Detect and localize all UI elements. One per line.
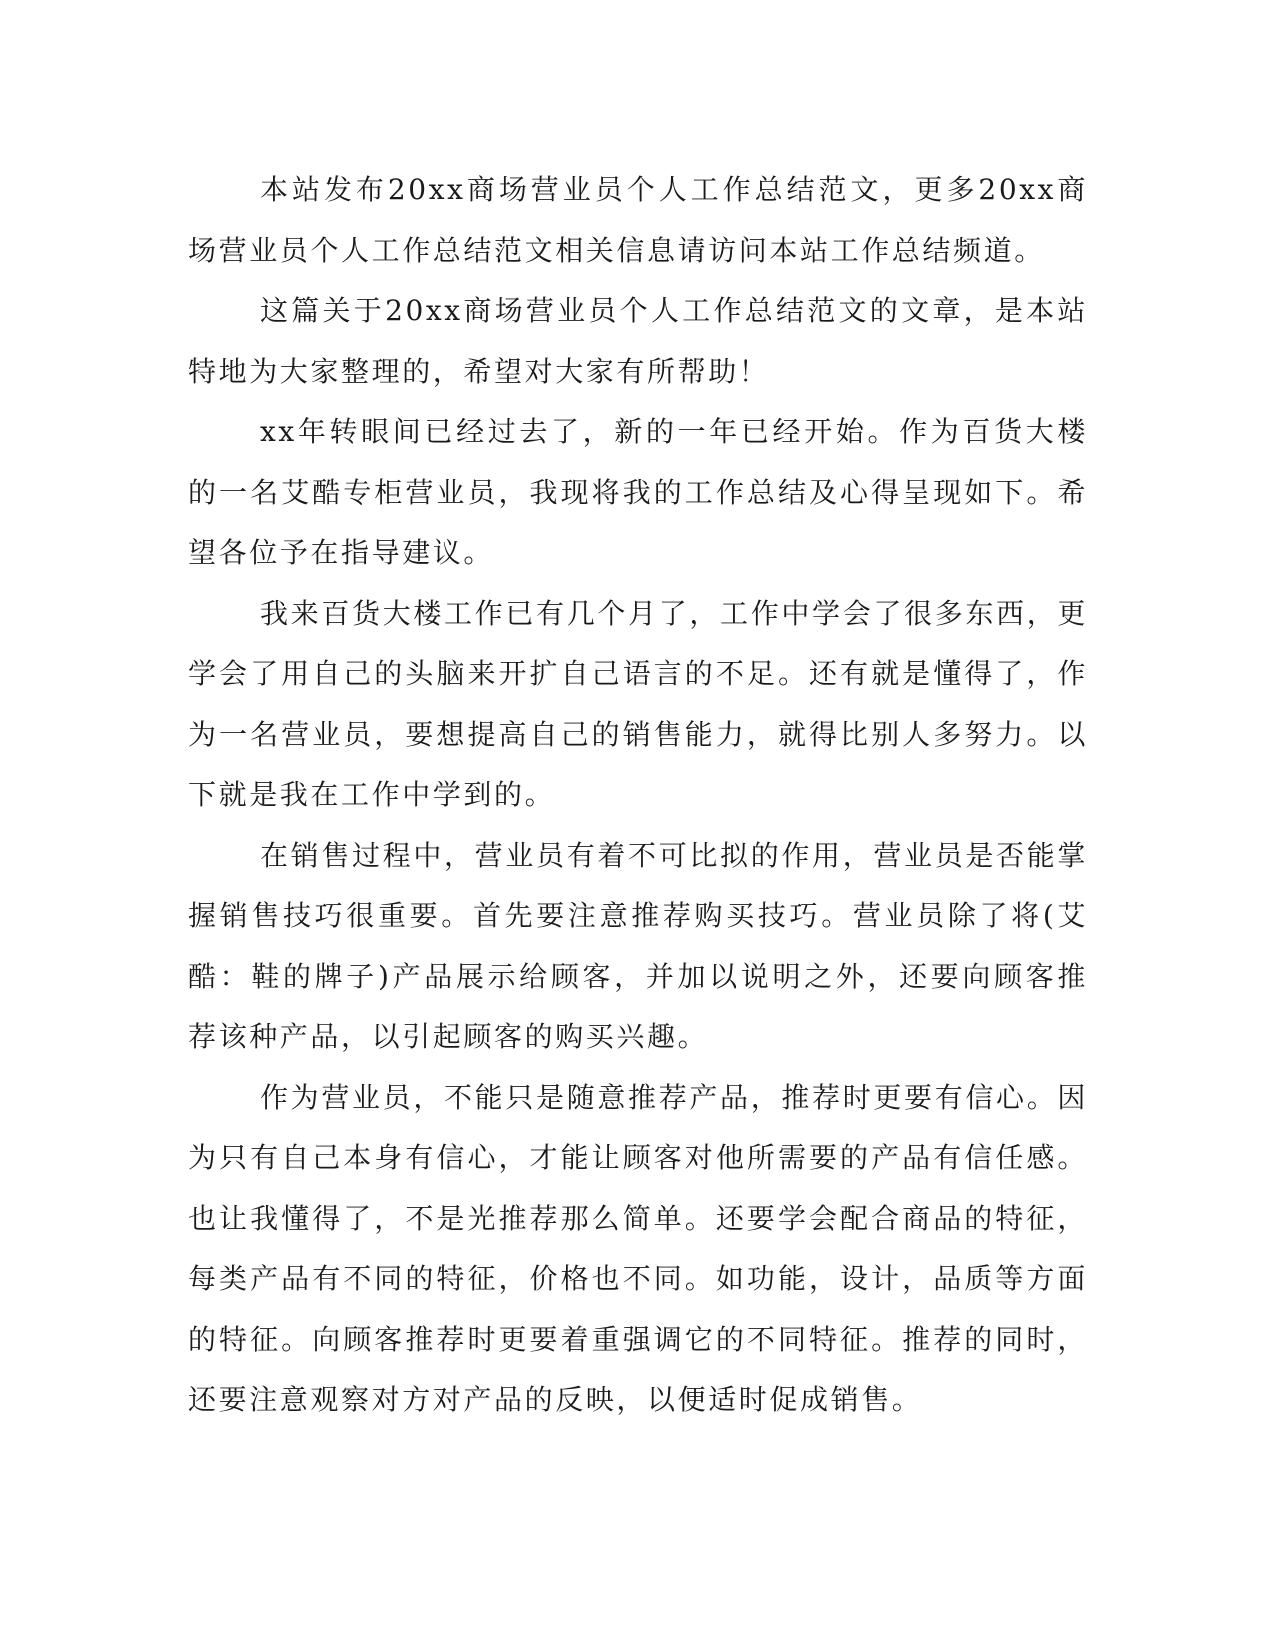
paragraph-sales-skills: 在销售过程中，营业员有着不可比拟的作用，营业员是否能掌握销售技巧很重要。首先要注意推荐购买技巧。营业员除了将(艾酷：鞋的牌子)产品展示给顾客，并加以说明之外，还要向顾客推荐该种产品，以引起顾客的购买兴趣。 [188,838,1088,1053]
paragraph-intro: 本站发布20xx商场营业员个人工作总结范文，更多20xx商场营业员个人工作总结范文相关信息请访问本站工作总结频道。 [188,173,1088,267]
paragraph-experience: 我来百货大楼工作已有几个月了，工作中学会了很多东西，更学会了用自己的头脑来开扩自己语言的不足。还有就是懂得了，作为一名营业员，要想提高自己的销售能力，就得比别人多努力。以下就是我在工作中学到的。 [188,596,1088,811]
paragraph-confidence: 作为营业员，不能只是随意推荐产品，推荐时更要有信心。因为只有自己本身有信心，才能让顾客对他所需要的产品有信任感。也让我懂得了，不是光推荐那么简单。还要学会配合商品的特征，每类产品有不同的特征，价格也不同。如功能，设计，品质等方面的特征。向顾客推荐时更要着重强调它的不同特征。推荐的同时，还要注意观察对方对产品的反映，以便适时促成销售。 [188,1080,1088,1416]
paragraph-purpose: 这篇关于20xx商场营业员个人工作总结范文的文章，是本站特地为大家整理的，希望对大家有所帮助！ [188,294,1088,388]
document-body [188,160,1088,1431]
paragraph-opening: xx年转眼间已经过去了，新的一年已经开始。作为百货大楼的一名艾酷专柜营业员，我现将我的工作总结及心得呈现如下。希望各位予在指导建议。 [188,415,1088,569]
